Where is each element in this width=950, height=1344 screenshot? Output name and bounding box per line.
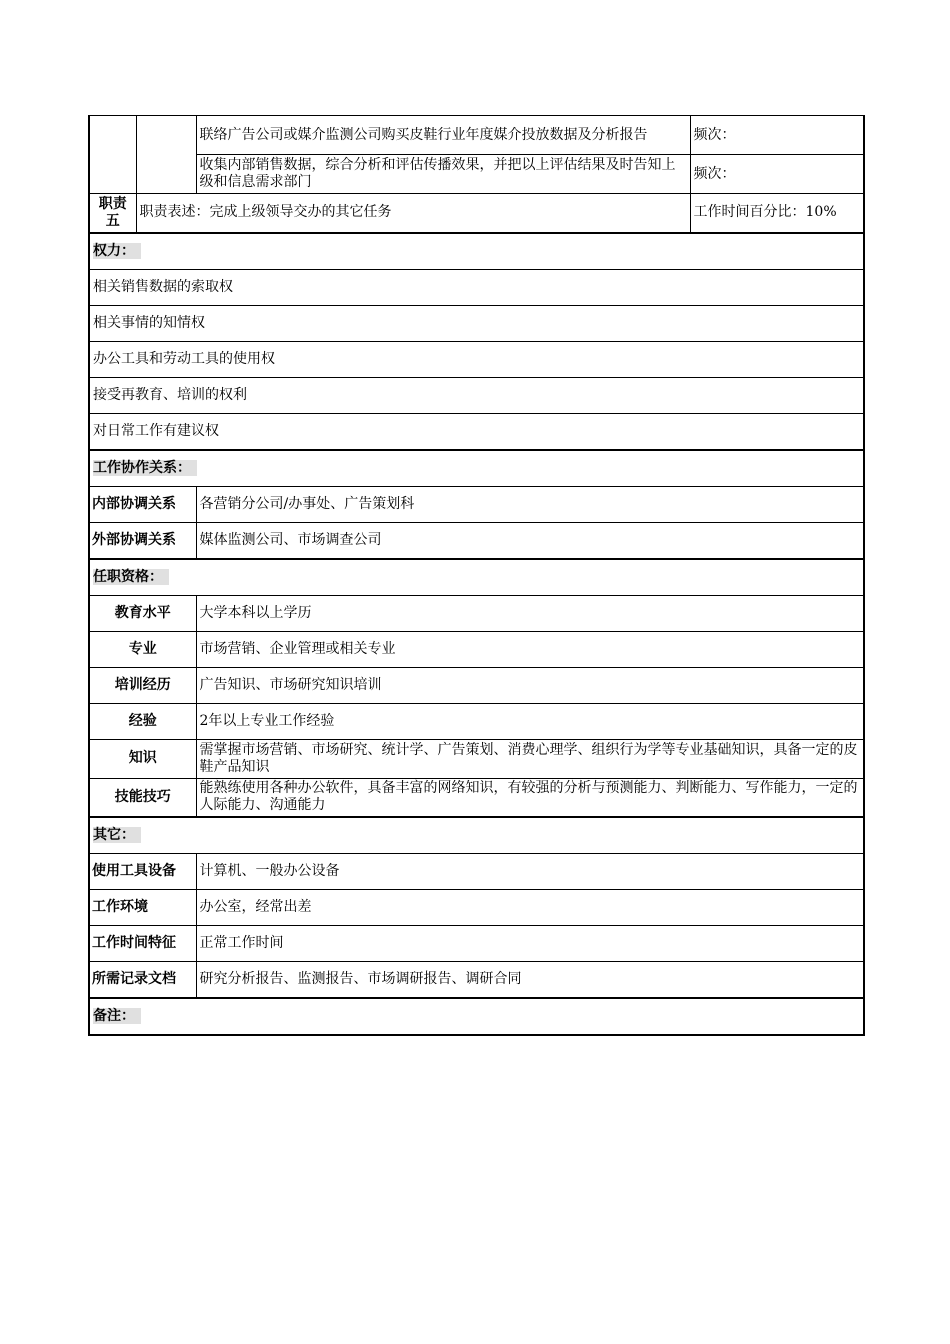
qualification-row xyxy=(89,631,864,667)
other-row xyxy=(89,962,864,999)
qualification-value: 2年以上专业工作经验 xyxy=(196,703,864,739)
duty-task-text: 联络广告公司或媒介监测公司购买皮鞋行业年度媒介投放数据及分析报告 xyxy=(196,116,690,155)
power-item: 相关事情的知情权 xyxy=(89,305,864,341)
power-item-row xyxy=(89,377,864,413)
qualification-row xyxy=(89,778,864,817)
qualification-label: 知识 xyxy=(89,739,196,778)
other-value: 正常工作时间 xyxy=(196,926,864,962)
duty-frequency: 频次： xyxy=(690,155,864,194)
qualifications-header-row xyxy=(89,559,864,596)
other-label: 使用工具设备 xyxy=(89,854,196,890)
duty-five-row xyxy=(89,194,864,233)
other-header xyxy=(89,817,864,854)
job-description-sheet xyxy=(88,115,863,1036)
power-item: 相关销售数据的索取权 xyxy=(89,269,864,305)
relation-value: 各营销分公司/办事处、广告策划科 xyxy=(196,486,864,522)
power-item-row xyxy=(89,341,864,377)
notes-header-row xyxy=(89,998,864,1035)
power-item: 办公工具和劳动工具的使用权 xyxy=(89,341,864,377)
relation-row xyxy=(89,486,864,522)
power-item-row xyxy=(89,269,864,305)
qualification-value: 需掌握市场营销、市场研究、统计学、广告策划、消费心理学、组织行为学等专业基础知识，具备一定的皮鞋产品知识 xyxy=(196,739,864,778)
other-label: 工作时间特征 xyxy=(89,926,196,962)
qualification-value: 市场营销、企业管理或相关专业 xyxy=(196,631,864,667)
relations-header-row xyxy=(89,450,864,487)
relations-title: 工作协作关系： xyxy=(93,460,197,476)
duty-row xyxy=(89,116,864,155)
duty-task-text: 收集内部销售数据，综合分析和评估传播效果，并把以上评估结果及时告知上级和信息需求部门 xyxy=(196,155,690,194)
qualification-row xyxy=(89,667,864,703)
relation-row xyxy=(89,522,864,559)
other-row xyxy=(89,926,864,962)
other-header-row xyxy=(89,817,864,854)
qualification-value: 大学本科以上学历 xyxy=(196,595,864,631)
qualifications-title: 任职资格： xyxy=(93,569,169,585)
relation-label: 外部协调关系 xyxy=(89,522,196,559)
powers-header-row xyxy=(89,233,864,270)
powers-title: 权力： xyxy=(93,243,141,259)
qualification-label: 专业 xyxy=(89,631,196,667)
qualification-value: 能熟练使用各种办公软件，具备丰富的网络知识，有较强的分析与预测能力、判断能力、写作能力，一定的人际能力、沟通能力 xyxy=(196,778,864,817)
qualification-row xyxy=(89,595,864,631)
duty-five-label: 职责五 xyxy=(89,194,136,233)
qualification-label: 经验 xyxy=(89,703,196,739)
other-row xyxy=(89,854,864,890)
duty-five-description: 职责表述：完成上级领导交办的其它任务 xyxy=(136,194,690,233)
power-item-row xyxy=(89,305,864,341)
qualification-row xyxy=(89,703,864,739)
relations-header xyxy=(89,450,864,487)
duty-frequency: 频次： xyxy=(690,116,864,155)
qualification-label: 教育水平 xyxy=(89,595,196,631)
duty-row xyxy=(89,155,864,194)
power-item: 对日常工作有建议权 xyxy=(89,413,864,450)
other-value: 研究分析报告、监测报告、市场调研报告、调研合同 xyxy=(196,962,864,999)
duty-five-percentage: 工作时间百分比：10% xyxy=(690,194,864,233)
other-row xyxy=(89,890,864,926)
qualification-label: 技能技巧 xyxy=(89,778,196,817)
notes-header xyxy=(89,998,864,1035)
power-item-row xyxy=(89,413,864,450)
qualifications-header xyxy=(89,559,864,596)
power-item: 接受再教育、培训的权利 xyxy=(89,377,864,413)
other-value: 办公室，经常出差 xyxy=(196,890,864,926)
qualification-label: 培训经历 xyxy=(89,667,196,703)
other-value: 计算机、一般办公设备 xyxy=(196,854,864,890)
other-title: 其它： xyxy=(93,827,141,843)
other-label: 工作环境 xyxy=(89,890,196,926)
qualification-row xyxy=(89,739,864,778)
relation-value: 媒体监测公司、市场调查公司 xyxy=(196,522,864,559)
powers-header xyxy=(89,233,864,270)
duty-number-cell xyxy=(89,116,136,194)
job-description-table xyxy=(88,115,865,1036)
other-label: 所需记录文档 xyxy=(89,962,196,999)
relation-label: 内部协调关系 xyxy=(89,486,196,522)
duty-category-cell xyxy=(136,116,196,194)
notes-title: 备注： xyxy=(93,1008,141,1024)
qualification-value: 广告知识、市场研究知识培训 xyxy=(196,667,864,703)
